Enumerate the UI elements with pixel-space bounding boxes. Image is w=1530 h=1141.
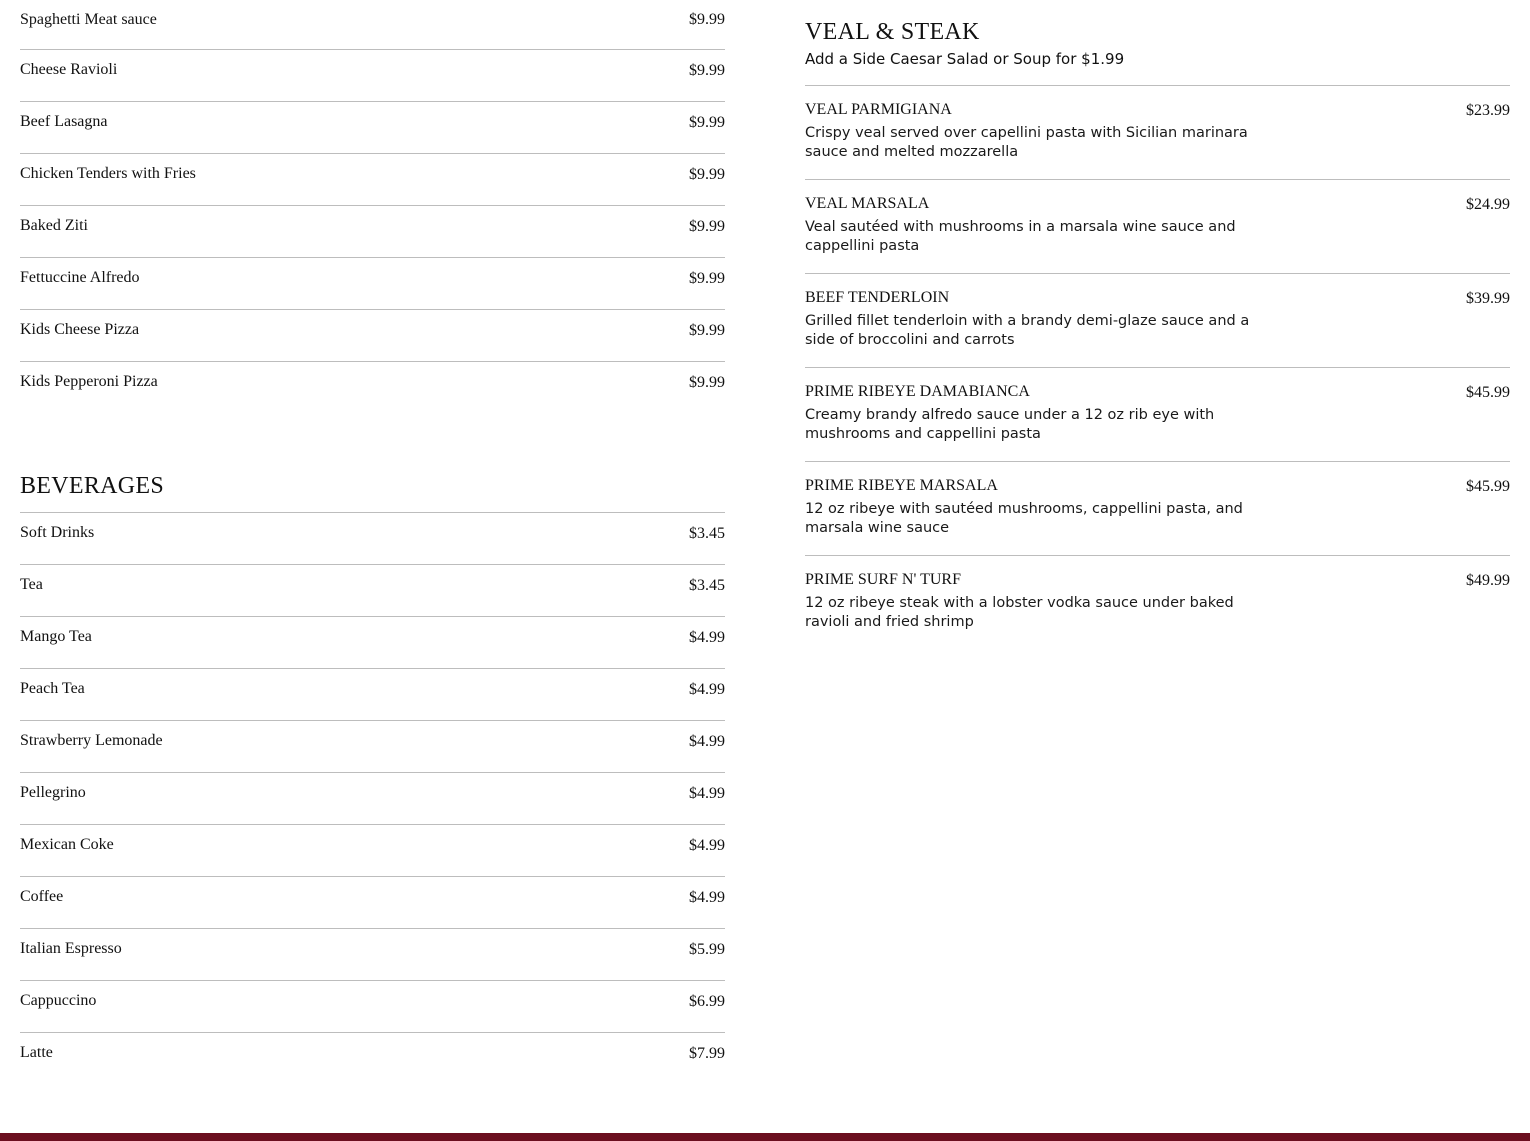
menu-item-name: Latte	[20, 1044, 53, 1061]
menu-item	[805, 274, 1510, 368]
menu-item-name: Strawberry Lemonade	[20, 732, 163, 749]
menu-item	[20, 0, 725, 50]
menu-item-price: $4.99	[689, 681, 725, 698]
menu-item	[20, 929, 725, 981]
menu-item-price: $4.99	[689, 629, 725, 646]
menu-item-name: Fettuccine Alfredo	[20, 269, 140, 286]
menu-item-description: 12 oz ribeye with sautéed mushrooms, cappellini pasta, and marsala wine sauce	[805, 501, 1243, 536]
menu-item-price: $4.99	[689, 733, 725, 750]
menu-item-name: Kids Cheese Pizza	[20, 321, 140, 338]
menu-item	[20, 617, 725, 669]
menu-item	[20, 981, 725, 1033]
menu-item-name: PRIME RIBEYE DAMABIANCA	[805, 383, 1030, 400]
veal-steak-subtitle: Add a Side Caesar Salad or Soup for $1.99	[805, 50, 1125, 68]
menu-item-name: Coffee	[20, 888, 64, 905]
menu-item-name: BEEF TENDERLOIN	[805, 289, 950, 306]
veal-steak-heading: VEAL & STEAK	[805, 19, 980, 45]
menu-item	[20, 669, 725, 721]
menu-item-description: Veal sautéed with mushrooms in a marsala wine sauce and cappellini pasta	[805, 219, 1236, 254]
menu-item-price: $9.99	[689, 322, 725, 339]
menu-item-name: PRIME RIBEYE MARSALA	[805, 477, 998, 494]
menu-item-price: $45.99	[1466, 478, 1510, 495]
menu-item	[20, 362, 725, 414]
menu-item	[20, 258, 725, 310]
menu-item-name: Cappuccino	[20, 992, 97, 1009]
menu-item-price: $9.99	[689, 166, 725, 183]
menu-item	[20, 1033, 725, 1085]
menu-item-name: PRIME SURF N' TURF	[805, 571, 961, 588]
menu-item	[20, 877, 725, 929]
menu-item-description: Creamy brandy alfredo sauce under a 12 oz rib eye with mushrooms and cappellini pasta	[805, 407, 1215, 442]
menu-item	[20, 513, 725, 565]
menu-item	[805, 462, 1510, 556]
menu-item-name: Chicken Tenders with Fries	[20, 165, 196, 182]
menu-item-price: $4.99	[689, 889, 725, 906]
menu-item-price: $23.99	[1466, 102, 1510, 119]
menu-item-name: Kids Pepperoni Pizza	[20, 373, 158, 390]
menu-item-price: $9.99	[689, 218, 725, 235]
menu-item-price: $9.99	[689, 374, 725, 391]
menu-item-price: $49.99	[1466, 572, 1510, 589]
menu-item	[20, 154, 725, 206]
menu-item-name: Soft Drinks	[20, 524, 95, 541]
menu-item-price: $3.45	[689, 577, 725, 594]
menu-item-price: $9.99	[689, 11, 725, 28]
menu-item-description: Crispy veal served over capellini pasta with Sicilian marinara sauce and melted mozzarella	[805, 125, 1248, 160]
menu-item-name: Spaghetti Meat sauce	[20, 11, 157, 28]
menu-item-name: Italian Espresso	[20, 940, 122, 957]
menu-item-name: Baked Ziti	[20, 217, 88, 234]
menu-item-price: $45.99	[1466, 384, 1510, 401]
menu-item-price: $9.99	[689, 62, 725, 79]
menu-item	[805, 180, 1510, 274]
menu-item-price: $5.99	[689, 941, 725, 958]
beverages-list	[20, 512, 725, 1085]
menu-item	[20, 50, 725, 102]
menu-item	[805, 556, 1510, 650]
menu-item-price: $9.99	[689, 270, 725, 287]
menu-item	[20, 310, 725, 362]
menu-item-name: Beef Lasagna	[20, 113, 108, 130]
menu-item-price: $4.99	[689, 837, 725, 854]
menu-item-description: 12 oz ribeye steak with a lobster vodka sauce under baked ravioli and fried shrimp	[805, 595, 1234, 630]
menu-item	[20, 773, 725, 825]
veal-steak-list	[805, 85, 1510, 650]
menu-item-name: Peach Tea	[20, 680, 85, 697]
menu-item-name: Cheese Ravioli	[20, 61, 118, 78]
menu-item	[20, 825, 725, 877]
menu-item	[805, 86, 1510, 180]
menu-item	[20, 721, 725, 773]
menu-item-name: Mexican Coke	[20, 836, 114, 853]
menu-item-price: $7.99	[689, 1045, 725, 1062]
menu-item-description: Grilled fillet tenderloin with a brandy demi-glaze sauce and a side of broccolini and carrots	[805, 313, 1250, 348]
menu-item-name: VEAL PARMIGIANA	[805, 101, 952, 118]
menu-item-name: Pellegrino	[20, 784, 86, 801]
menu-item-price: $3.45	[689, 525, 725, 542]
menu-item	[20, 565, 725, 617]
menu-item	[20, 206, 725, 258]
menu-item-price: $39.99	[1466, 290, 1510, 307]
menu-item-price: $24.99	[1466, 196, 1510, 213]
menu-item-price: $6.99	[689, 993, 725, 1010]
kids-menu-list	[20, 0, 725, 414]
menu-item	[20, 102, 725, 154]
footer-bar	[0, 1133, 1530, 1141]
menu-item-price: $9.99	[689, 114, 725, 131]
menu-item-price: $4.99	[689, 785, 725, 802]
menu-item	[805, 368, 1510, 462]
menu-item-name: Tea	[20, 576, 43, 593]
beverages-heading: BEVERAGES	[20, 473, 165, 499]
menu-item-name: Mango Tea	[20, 628, 92, 645]
menu-item-name: VEAL MARSALA	[805, 195, 930, 212]
